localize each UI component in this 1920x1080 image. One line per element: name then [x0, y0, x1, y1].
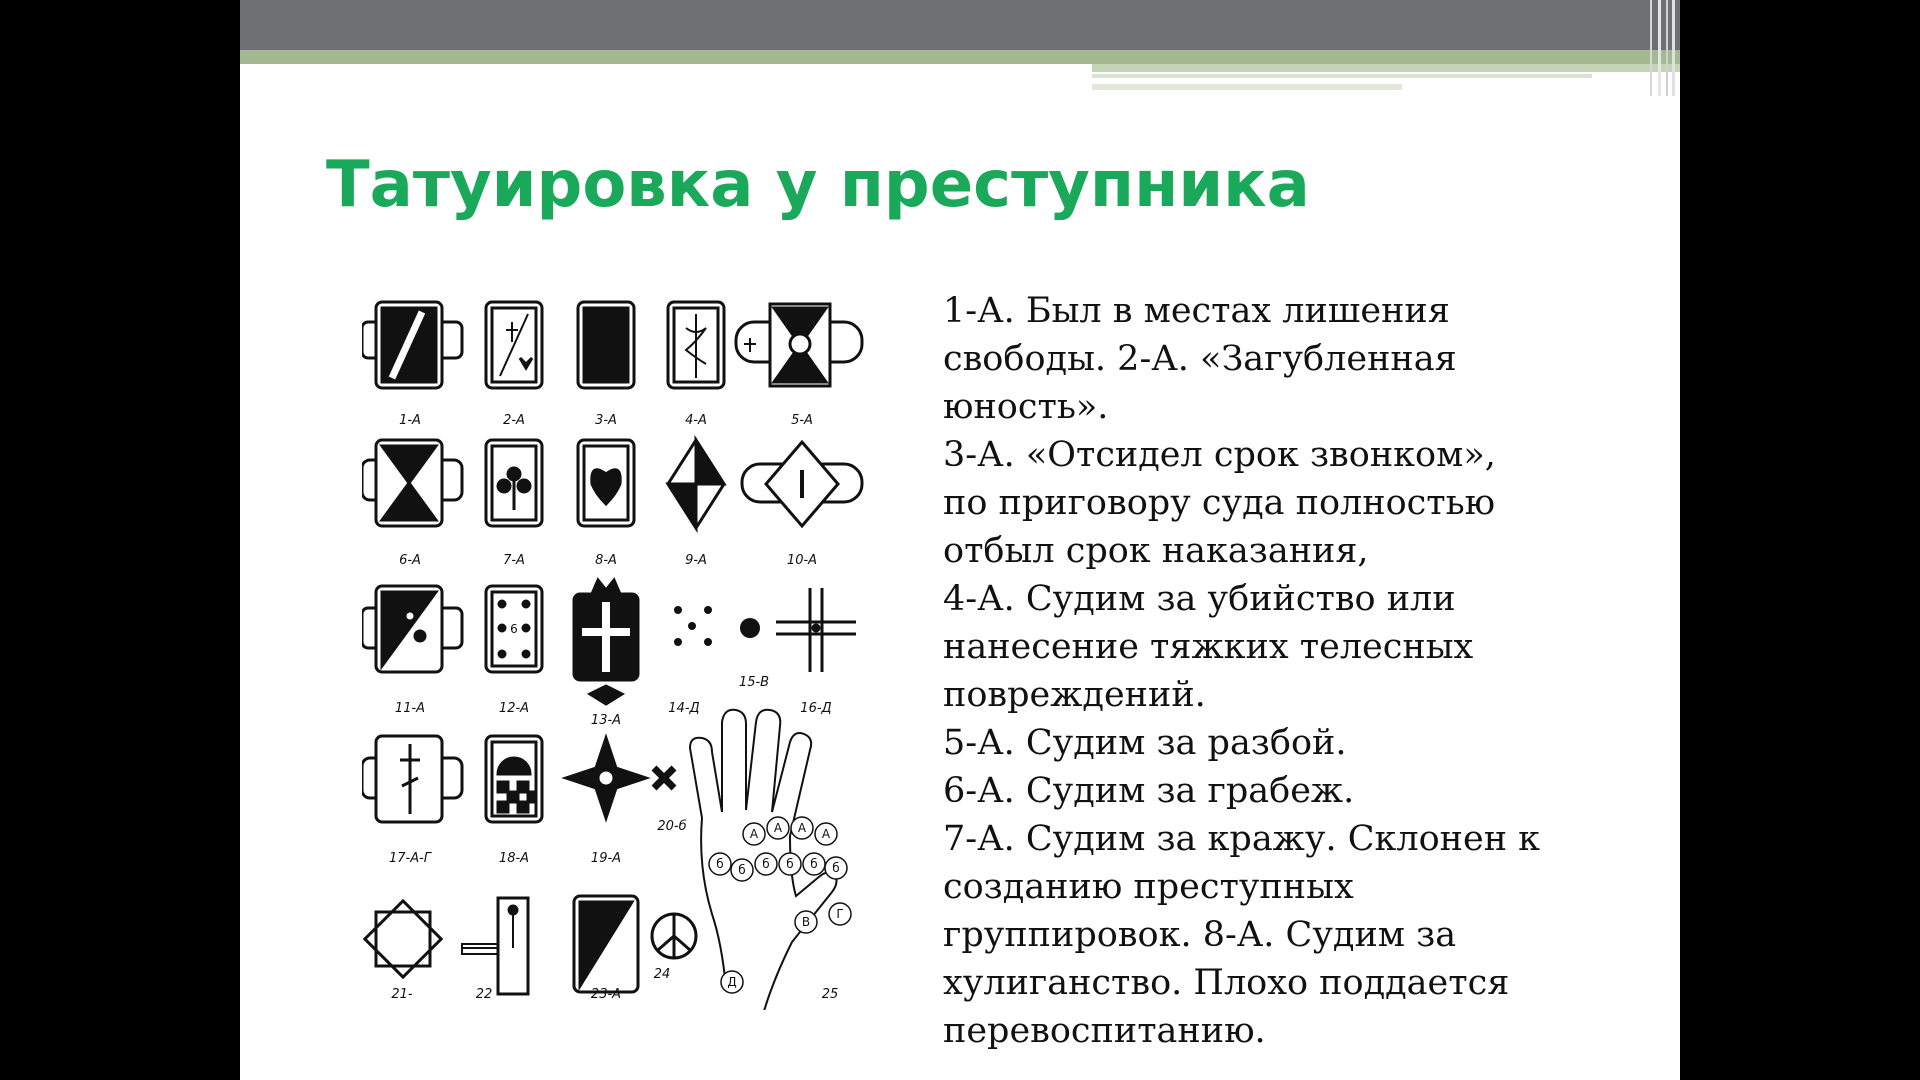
caption: 14-Д — [668, 701, 700, 716]
caption: 19-А — [590, 851, 622, 866]
tattoo-6a-icon — [362, 440, 462, 526]
accent-stripe-right — [1092, 64, 1680, 72]
tattoo-13a-icon — [574, 580, 638, 704]
tattoo-11a-icon — [362, 586, 462, 672]
hand-letter: б — [738, 863, 746, 877]
hand-letter: б — [786, 857, 794, 871]
body-line: перевоспитанию. — [943, 1011, 1266, 1051]
caption: 5-А — [791, 413, 813, 428]
caption: 24 — [653, 967, 671, 982]
caption: 16-Д — [800, 701, 832, 716]
tattoo-chart-figure — [362, 298, 874, 1010]
caption: 17-А-Г — [388, 851, 432, 866]
hand-letter: Д — [727, 975, 737, 989]
caption: 10-А — [786, 553, 818, 568]
caption: 3-А — [595, 413, 617, 428]
caption: 7-А — [503, 553, 525, 568]
tattoo-8a-icon — [578, 440, 634, 526]
caption: 6-А — [399, 553, 421, 568]
body-line: группировок. 8-А. Судим за — [943, 915, 1457, 955]
caption: 23-А — [590, 987, 622, 1002]
tattoo-2a-icon — [486, 302, 542, 388]
caption: 11-А — [394, 701, 426, 716]
tattoo-7a-icon — [486, 440, 542, 526]
tattoo-20b-icon — [654, 768, 674, 788]
tattoo-10a-icon — [742, 442, 862, 526]
body-line: нанесение тяжких телесных — [943, 627, 1474, 667]
hand-letter: б — [832, 861, 840, 875]
caption: 1-А — [399, 413, 421, 428]
tattoo-3a-icon — [578, 302, 634, 388]
body-line: 5-А. Судим за разбой. — [943, 723, 1347, 763]
tattoo-14d-icon — [674, 606, 712, 646]
tattoo-23a-icon — [574, 896, 638, 992]
body-line: отбыл срок наказания, — [943, 531, 1369, 571]
hand-letter: б — [716, 857, 724, 871]
caption: 20-б — [657, 819, 687, 834]
hand-letter: б — [762, 857, 770, 871]
body-line: 1-А. Был в местах лишения — [943, 291, 1450, 331]
tattoo-24-icon — [652, 914, 696, 958]
accent-stripe — [240, 50, 1680, 64]
hand-letter: А — [773, 821, 783, 835]
tattoo-4a-icon — [668, 302, 724, 388]
body-line: созданию преступных — [943, 867, 1354, 907]
tattoo-15v-icon — [740, 618, 760, 638]
tattoo-22-icon — [462, 898, 528, 994]
accent-stripe-right-thin — [1092, 74, 1592, 78]
accent-stripe-right-short — [1092, 84, 1402, 90]
tattoo-21-icon — [365, 901, 441, 977]
tattoo-18a-icon — [486, 736, 542, 822]
body-line: 7-А. Судим за кражу. Склонен к — [943, 819, 1541, 859]
body-text — [943, 287, 1583, 1055]
tattoo-9a-icon — [668, 440, 724, 528]
caption: 22 — [475, 987, 493, 1002]
hand-letter: А — [821, 827, 831, 841]
hand-letter: Г — [836, 907, 844, 921]
hand-letter: б — [810, 857, 818, 871]
slide — [240, 0, 1680, 1080]
caption: 18-А — [498, 851, 530, 866]
caption: 9-А — [685, 553, 707, 568]
body-line: юность». — [943, 387, 1109, 427]
caption: 21- — [391, 987, 413, 1002]
decorative-vertical-lines — [1636, 0, 1680, 96]
hand-letter: А — [797, 821, 807, 835]
hand-letters — [510, 622, 843, 989]
card-number: 6 — [510, 622, 518, 636]
caption: 8-А — [595, 553, 617, 568]
tattoo-1a-icon — [362, 302, 462, 388]
top-bar — [240, 0, 1680, 50]
body-line: по приговору суда полностью — [943, 483, 1496, 523]
hand-letter: В — [801, 915, 811, 929]
tattoo-17agr-icon — [362, 736, 462, 822]
caption: 13-А — [590, 713, 622, 728]
caption: 4-А — [685, 413, 707, 428]
body-line: 3-А. «Отсидел срок звонком», — [943, 435, 1496, 475]
slide-title: Татуировка у преступника — [326, 148, 1310, 222]
caption: 2-А — [503, 413, 525, 428]
body-line: свободы. 2-А. «Загубленная — [943, 339, 1457, 379]
hand-letter: А — [749, 827, 759, 841]
caption: 12-А — [498, 701, 530, 716]
body-line: хулиганство. Плохо поддается — [943, 963, 1510, 1003]
body-line: 4-А. Судим за убийство или — [943, 579, 1456, 619]
tattoo-5a-icon — [736, 304, 862, 386]
caption: 15-В — [738, 675, 770, 690]
caption: 25 — [821, 987, 839, 1002]
tattoo-19a-icon — [566, 738, 646, 818]
tattoo-16d-icon — [776, 588, 856, 672]
body-line: повреждений. — [943, 675, 1206, 715]
body-line: 6-А. Судим за грабеж. — [943, 771, 1355, 811]
